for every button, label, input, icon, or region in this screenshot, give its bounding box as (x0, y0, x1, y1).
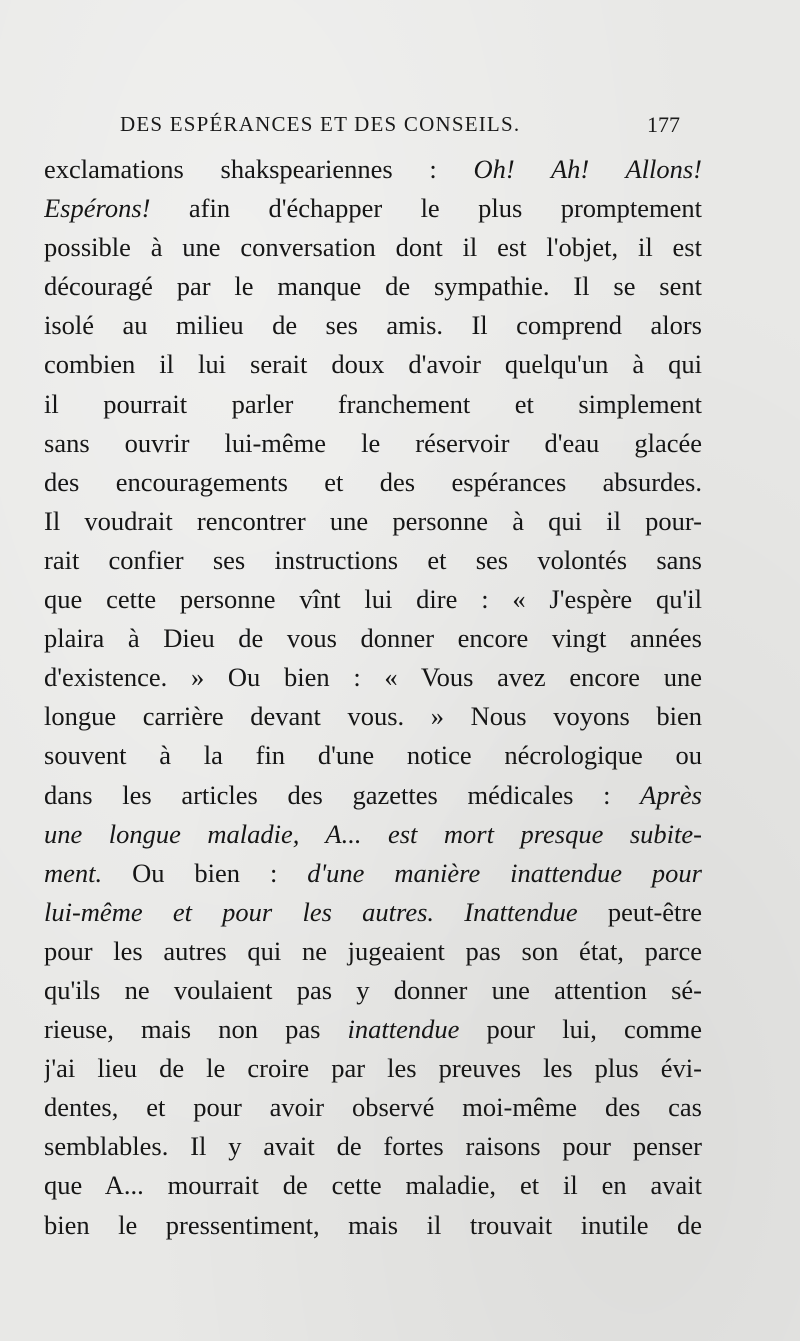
italic-text-segment: Après (640, 779, 702, 810)
text-line (44, 658, 702, 697)
text-segment: dentes, et pour avoir observé moi-même des cas (44, 1092, 702, 1123)
text-segment: plaira à Dieu de vous donner encore vingt années (44, 623, 702, 654)
text-line (44, 619, 702, 658)
text-segment: des encouragements et des espérances absurdes. (44, 466, 702, 497)
text-line (44, 815, 702, 854)
text-line (44, 150, 702, 189)
italic-text-segment: ment. (44, 857, 103, 888)
text-line (44, 541, 702, 580)
running-head: DES ESPÉRANCES ET DES CONSEILS. (120, 112, 521, 136)
text-segment: qu'ils ne voulaient pas y donner une attention sé- (44, 974, 702, 1005)
text-segment: Il voudrait rencontrer une personne à qui il pour- (44, 505, 702, 536)
text-line (44, 463, 702, 502)
text-segment: peut-être (577, 896, 702, 927)
text-line (44, 385, 702, 424)
text-segment: dans les articles des gazettes médicales : (44, 779, 641, 810)
italic-text-segment: inattendue (347, 1014, 460, 1045)
text-line (44, 736, 702, 775)
text-segment: bien le pressentiment, mais il trouvait inutile de (44, 1209, 702, 1240)
text-segment: afin d'échapper le plus promptement (150, 193, 702, 224)
text-line (44, 1127, 702, 1166)
text-segment: souvent à la fin d'une notice nécrologique ou (44, 740, 702, 771)
text-line (44, 697, 702, 736)
italic-text-segment: une longue maladie, A... est mort presque subite- (44, 818, 702, 849)
text-line (44, 893, 702, 932)
text-segment: d'existence. » Ou bien : « Vous avez encore une (44, 662, 702, 693)
text-line (44, 1049, 702, 1088)
text-line (44, 345, 702, 384)
text-segment: que A... mourrait de cette maladie, et il en avait (44, 1170, 702, 1201)
text-segment: sans ouvrir lui-même le réservoir d'eau glacée (44, 427, 702, 458)
text-segment: combien il lui serait doux d'avoir quelqu'un à qui (44, 349, 702, 380)
text-segment: rait confier ses instructions et ses volontés sans (44, 544, 702, 575)
text-segment: isolé au milieu de ses amis. Il comprend alors (44, 310, 702, 341)
text-line (44, 189, 702, 228)
italic-text-segment: lui-même et pour les autres. Inattendue (44, 896, 578, 927)
page-number: 177 (647, 112, 680, 137)
text-line (44, 580, 702, 619)
text-line (44, 228, 702, 267)
text-line (44, 1166, 702, 1205)
text-segment: possible à une conversation dont il est l'objet, il est (44, 232, 702, 263)
text-segment: Ou bien : (102, 857, 308, 888)
text-line (44, 932, 702, 971)
text-segment: exclamations shakspeariennes : (44, 154, 474, 184)
page-header (120, 112, 680, 146)
text-segment: longue carrière devant vous. » Nous voyons bien (44, 701, 702, 732)
italic-text-segment: d'une manière inattendue pour (307, 857, 702, 888)
text-line (44, 502, 702, 541)
text-segment: pour les autres qui ne jugeaient pas son état, parce (44, 935, 702, 966)
italic-text-segment: Espérons! (44, 193, 151, 224)
text-line (44, 306, 702, 345)
text-segment: que cette personne vînt lui dire : « J'espère qu'il (44, 584, 702, 615)
text-line (44, 776, 702, 815)
text-line (44, 854, 702, 893)
text-line (44, 971, 702, 1010)
text-segment: il pourrait parler franchement et simplement (44, 388, 702, 419)
text-segment: j'ai lieu de le croire par les preuves les plus évi- (44, 1053, 702, 1084)
text-segment: découragé par le manque de sympathie. Il se sent (44, 271, 702, 302)
text-line (44, 1088, 702, 1127)
text-line (44, 1010, 702, 1049)
italic-text-segment: Oh! Ah! Allons! (473, 154, 702, 184)
text-segment: pour lui, comme (459, 1014, 702, 1045)
body-text (44, 150, 702, 1245)
text-line (44, 1206, 702, 1245)
text-line (44, 424, 702, 463)
text-segment: rieuse, mais non pas (44, 1014, 348, 1045)
text-line (44, 267, 702, 306)
text-segment: semblables. Il y avait de fortes raisons pour penser (44, 1131, 702, 1162)
